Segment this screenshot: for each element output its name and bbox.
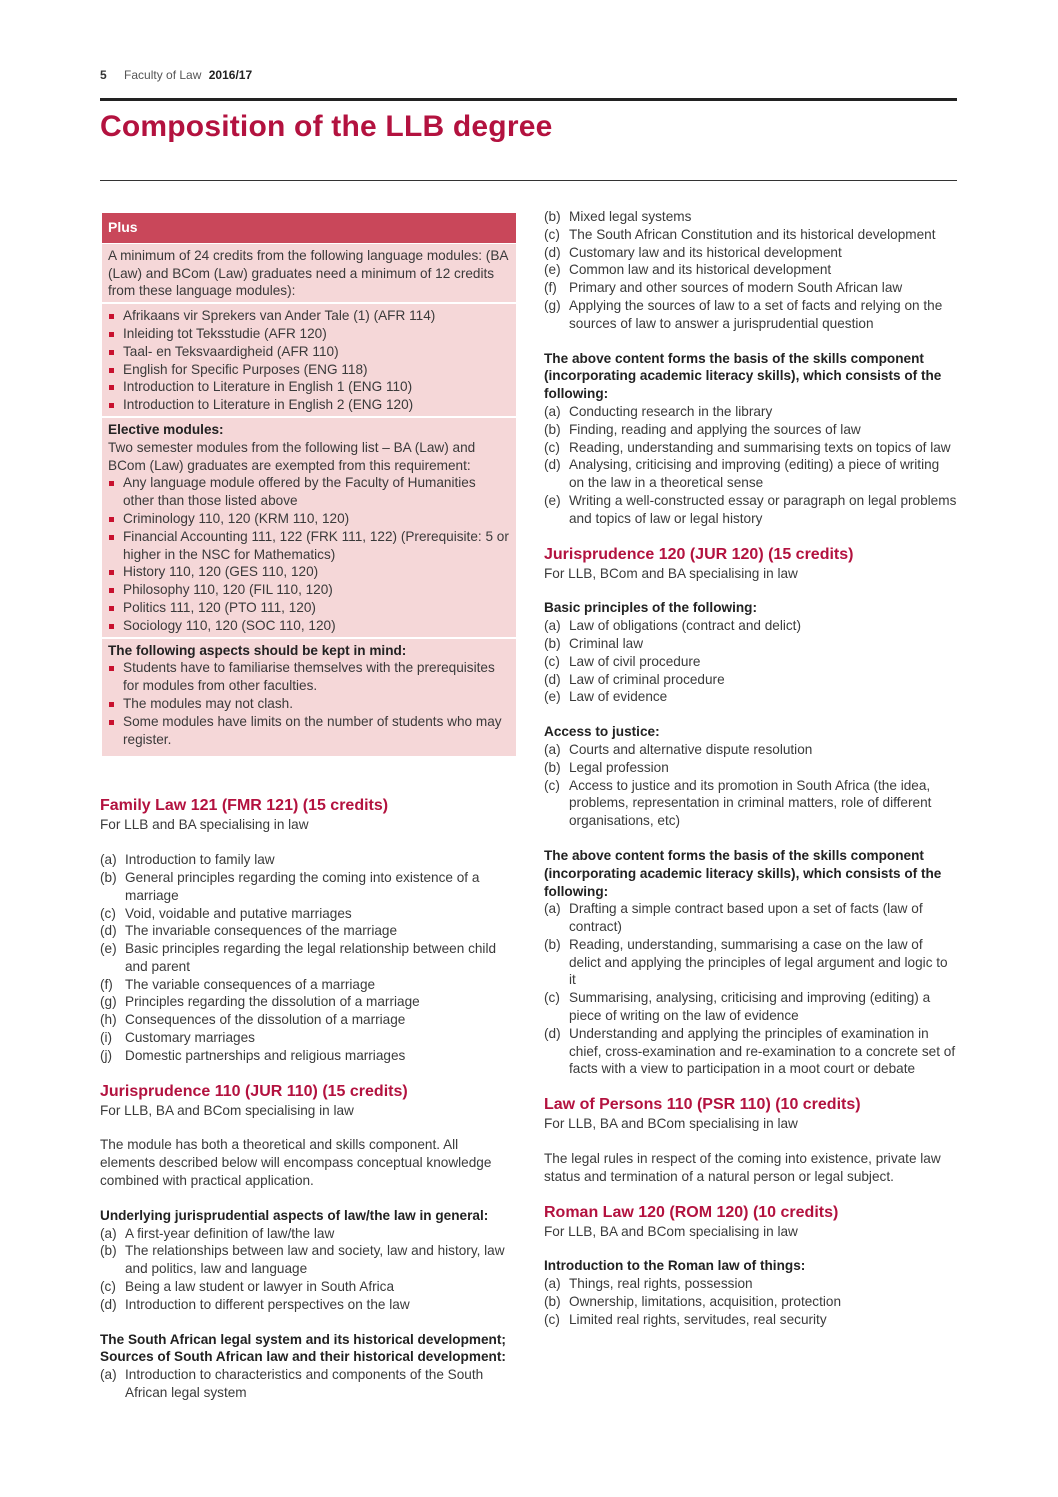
item-marker: (b): [100, 1243, 117, 1259]
item-marker: (e): [544, 689, 561, 705]
item-text: Basic principles regarding the legal relationship between child and parent: [125, 941, 497, 974]
item-text: Reading, understanding, summarising a case on the law of delict and applying the principles of legal argument and logic to it: [569, 936, 948, 988]
list-item: [544, 279, 958, 297]
list-item: [544, 421, 958, 439]
item-text: Introduction to family law: [125, 852, 275, 868]
item-text: Conducting research in the library: [569, 403, 773, 419]
item-marker: (b): [544, 209, 561, 224]
item-marker: (d): [100, 1296, 117, 1312]
item-text: Drafting a simple contract based upon a set of facts (law of contract): [569, 901, 923, 935]
item-marker: (d): [544, 1025, 561, 1041]
list-item: Politics 111, 120 (PTO 111, 120): [108, 599, 510, 617]
list-item: Sociology 110, 120 (SOC 110, 120): [108, 617, 510, 635]
jur120-subtitle: For LLB, BCom and BA specialising in law: [544, 565, 798, 581]
item-marker: (h): [100, 1012, 117, 1028]
jur110-skills-list: [544, 403, 958, 528]
aspects-list: [108, 659, 510, 748]
list-item: Taal- en Teksvaardigheid (AFR 110): [108, 343, 510, 361]
item-text: Understanding and applying the principles of examination in chief, cross-examination and re-examination to a concrete set of facts with a view to participation in a moot court or debate: [569, 1025, 956, 1077]
item-marker: (a): [544, 741, 561, 757]
item-marker: (c): [544, 653, 560, 669]
item-text: Criminal law: [569, 635, 644, 651]
jur120-skills-heading: The above content forms the basis of the skills component (incorporating academic literacy skills), which consists of the following:: [544, 847, 942, 899]
psr110-text: The legal rules in respect of the coming into existence, private law status and termination of a natural person or legal subject.: [544, 1151, 941, 1184]
item-marker: (a): [544, 403, 561, 419]
item-text: Reading, understanding and summarising texts on topics of law: [569, 439, 951, 455]
jur110-sa-list-part2: [544, 208, 958, 333]
item-text: Primary and other sources of modern South African law: [569, 280, 903, 296]
jur120-skills-list: [544, 900, 958, 1078]
jur110-intro: The module has both a theoretical and skills component. All elements described below will encompass conceptual knowledge combined with practical application.: [100, 1137, 492, 1189]
language-modules-list: [108, 307, 510, 414]
item-text: The variable consequences of a marriage: [125, 976, 376, 992]
item-marker: (g): [100, 994, 117, 1010]
list-item: [100, 905, 514, 923]
list-item: [544, 936, 958, 989]
item-text: Limited real rights, servitudes, real security: [569, 1311, 827, 1327]
list-item: History 110, 120 (GES 110, 120): [108, 563, 510, 581]
item-marker: (f): [100, 976, 113, 992]
list-item: The modules may not clash.: [108, 695, 510, 713]
list-item: [544, 1311, 958, 1329]
list-item: [100, 851, 514, 869]
jur110-title: Jurisprudence 110 (JUR 110) (15 credits): [100, 1082, 408, 1100]
item-text: Customary marriages: [125, 1030, 255, 1046]
list-item: [100, 993, 514, 1011]
item-marker: (a): [544, 901, 561, 917]
item-marker: (e): [544, 262, 561, 278]
list-item: Inleiding tot Teksstudie (AFR 120): [108, 325, 510, 343]
item-text: Courts and alternative dispute resolution: [569, 741, 813, 757]
item-text: The relationships between law and society, law and history, law and politics, law and language: [125, 1243, 505, 1277]
list-item: [544, 297, 958, 333]
elective-intro: Two semester modules from the following list – BA (Law) and BCom (Law) graduates are exempted from this requirement:: [108, 439, 476, 473]
item-marker: (d): [544, 244, 561, 260]
item-text: Void, voidable and putative marriages: [125, 905, 352, 921]
item-marker: (g): [544, 297, 561, 313]
item-text: Law of obligations (contract and delict): [569, 618, 801, 634]
item-marker: (d): [544, 671, 561, 687]
item-marker: (c): [100, 1279, 116, 1295]
list-item: [544, 244, 958, 262]
item-text: Law of evidence: [569, 689, 668, 705]
item-text: Being a law student or lawyer in South Africa: [125, 1279, 395, 1295]
list-item: [544, 439, 958, 457]
item-text: Law of criminal procedure: [569, 671, 725, 687]
list-item: Students have to familiarise themselves with the prerequisites for modules from other faculties.: [108, 659, 510, 695]
list-item: [100, 976, 514, 994]
jur120-title: Jurisprudence 120 (JUR 120) (15 credits): [544, 545, 854, 563]
list-item: Financial Accounting 111, 122 (FRK 111, 122) (Prerequisite: 5 or higher in the NSC for Mathematics): [108, 528, 510, 564]
item-marker: (a): [100, 1367, 117, 1383]
list-item: [100, 1029, 514, 1047]
psr110-title: Law of Persons 110 (PSR 110) (10 credits): [544, 1096, 861, 1114]
list-item: [544, 456, 958, 492]
jur110-sa-list-part1: [100, 1366, 514, 1402]
item-marker: (b): [544, 1294, 561, 1310]
item-marker: (c): [100, 905, 116, 921]
item-marker: (b): [544, 936, 561, 952]
list-item: [544, 208, 958, 226]
item-text: Domestic partnerships and religious marriages: [125, 1047, 406, 1063]
list-item: Philosophy 110, 120 (FIL 110, 120): [108, 581, 510, 599]
item-text: Analysing, criticising and improving (editing) a piece of writing on the law in a theoretical sense: [569, 457, 940, 491]
item-marker: (e): [544, 492, 561, 508]
item-text: The invariable consequences of the marriage: [125, 923, 398, 939]
rom120-subtitle: For LLB, BA and BCom specialising in law: [544, 1223, 798, 1239]
list-item: [100, 1047, 514, 1065]
item-text: Ownership, limitations, acquisition, protection: [569, 1294, 842, 1310]
item-marker: (e): [100, 941, 117, 957]
item-text: Summarising, analysing, criticising and improving (editing) a piece of writing on the law of evidence: [569, 990, 931, 1024]
family-law-subtitle: For LLB and BA specialising in law: [100, 817, 309, 833]
item-text: Access to justice and its promotion in South Africa (the idea, problems, representation in criminal matters, role of different organisations, etc): [569, 777, 932, 829]
list-item: [544, 261, 958, 279]
item-text: Applying the sources of law to a set of facts and relying on the sources of law to answer a jurisprudential question: [569, 297, 943, 331]
list-item: [544, 777, 958, 830]
jur110-underlying-list: [100, 1225, 514, 1314]
item-marker: (c): [544, 1311, 560, 1327]
page-title: Composition of the LLB degree: [100, 110, 553, 143]
left-column: [100, 213, 514, 1402]
list-item: Criminology 110, 120 (KRM 110, 120): [108, 510, 510, 528]
item-text: Consequences of the dissolution of a marriage: [125, 1012, 406, 1028]
list-item: [100, 1242, 514, 1278]
jur120-basic-list: [544, 617, 958, 706]
item-marker: (c): [544, 777, 560, 793]
faculty-name: Faculty of Law: [124, 68, 202, 82]
item-text: General principles regarding the coming into existence of a marriage: [125, 869, 480, 903]
item-text: Finding, reading and applying the sources of law: [569, 421, 861, 437]
item-marker: (b): [544, 421, 561, 437]
list-item: [100, 1296, 514, 1314]
header-rule: [100, 98, 957, 101]
list-item: [544, 989, 958, 1025]
item-text: Writing a well-constructed essay or paragraph on legal problems and topics of law or legal history: [569, 492, 957, 526]
list-item: [100, 869, 514, 905]
family-law-list: [100, 851, 514, 1065]
jur120-basic-heading: Basic principles of the following:: [544, 600, 757, 616]
list-item: Any language module offered by the Faculty of Humanities other than those listed above: [108, 474, 510, 510]
aspects-section: [102, 639, 516, 757]
psr110-subtitle: For LLB, BA and BCom specialising in law: [544, 1116, 798, 1132]
list-item: [544, 653, 958, 671]
list-item: [544, 900, 958, 936]
plus-box-intro: A minimum of 24 credits from the following language modules: (BA (Law) and BCom (Law) graduates need a minimum of 12 credits from these language modules):: [108, 247, 508, 299]
item-marker: (b): [100, 869, 117, 885]
item-marker: (c): [544, 439, 560, 455]
elective-heading: Elective modules:: [108, 421, 224, 437]
list-item: [544, 1025, 958, 1078]
list-item: [100, 1011, 514, 1029]
item-text: Customary law and its historical development: [569, 244, 842, 260]
rom120-list: [544, 1275, 958, 1328]
page-number: 5: [100, 68, 107, 82]
elective-modules-list: [108, 474, 510, 634]
item-marker: (c): [544, 226, 560, 242]
aspects-heading: The following aspects should be kept in mind:: [108, 642, 407, 658]
right-column: [544, 208, 958, 1329]
list-item: [544, 635, 958, 653]
plus-box: [102, 213, 516, 756]
item-marker: (j): [100, 1047, 113, 1063]
item-text: Introduction to characteristics and components of the South African legal system: [125, 1367, 484, 1401]
list-item: [544, 403, 958, 421]
list-item: [100, 1278, 514, 1296]
item-text: A first-year definition of law/the law: [125, 1225, 335, 1241]
item-marker: (d): [100, 923, 117, 939]
item-text: Legal profession: [569, 759, 669, 775]
list-item: [544, 1293, 958, 1311]
item-marker: (f): [544, 280, 557, 296]
list-item: [544, 492, 958, 528]
jur110-subtitle: For LLB, BA and BCom specialising in law: [100, 1102, 354, 1118]
item-text: Principles regarding the dissolution of a marriage: [125, 994, 420, 1010]
list-item: [544, 226, 958, 244]
item-text: Things, real rights, possession: [569, 1276, 753, 1292]
jur120-access-list: [544, 741, 958, 830]
list-item: [544, 759, 958, 777]
year-label: 2016/17: [208, 68, 253, 82]
elective-modules-section: [102, 418, 516, 639]
item-marker: (b): [544, 635, 561, 651]
jur110-sa-heading: The South African legal system and its historical development; Sources of South African law and their historical development:: [100, 1331, 506, 1365]
item-marker: (a): [100, 852, 117, 868]
item-text: Common law and its historical development: [569, 262, 832, 278]
list-item: [544, 688, 958, 706]
list-item: [544, 617, 958, 635]
list-item: Some modules have limits on the number of students who may register.: [108, 713, 510, 749]
jur110-skills-heading: The above content forms the basis of the skills component (incorporating academic literacy skills), which consists of the following:: [544, 350, 942, 402]
list-item: [100, 1225, 514, 1243]
title-rule: [100, 180, 957, 181]
item-marker: (a): [544, 1276, 561, 1292]
rom120-title: Roman Law 120 (ROM 120) (10 credits): [544, 1203, 839, 1221]
list-item: [100, 940, 514, 976]
list-item: [544, 1275, 958, 1293]
item-marker: (i): [100, 1030, 113, 1046]
item-marker: (b): [544, 759, 561, 775]
item-marker: (c): [544, 990, 560, 1006]
item-text: Law of civil procedure: [569, 653, 701, 669]
item-marker: (a): [100, 1225, 117, 1241]
list-item: Introduction to Literature in English 2 (ENG 120): [108, 396, 510, 414]
rom120-heading: Introduction to the Roman law of things:: [544, 1258, 806, 1274]
plus-box-heading: Plus: [102, 213, 516, 244]
language-modules-section: [102, 304, 516, 418]
list-item: English for Specific Purposes (ENG 118): [108, 361, 510, 379]
jur120-access-heading: Access to justice:: [544, 724, 660, 740]
list-item: [100, 1366, 514, 1402]
item-text: The South African Constitution and its historical development: [569, 226, 936, 242]
list-item: [544, 671, 958, 689]
item-marker: (d): [544, 457, 561, 473]
item-text: Introduction to different perspectives on the law: [125, 1296, 410, 1312]
list-item: [100, 922, 514, 940]
list-item: Afrikaans vir Sprekers van Ander Tale (1) (AFR 114): [108, 307, 510, 325]
running-header: [100, 68, 252, 82]
list-item: [544, 741, 958, 759]
item-text: Mixed legal systems: [569, 209, 692, 224]
family-law-title: Family Law 121 (FMR 121) (15 credits): [100, 797, 389, 815]
jur110-underlying-heading: Underlying jurisprudential aspects of law/the law in general:: [100, 1207, 489, 1223]
item-marker: (a): [544, 618, 561, 634]
plus-box-intro-section: [102, 244, 516, 304]
list-item: Introduction to Literature in English 1 (ENG 110): [108, 378, 510, 396]
